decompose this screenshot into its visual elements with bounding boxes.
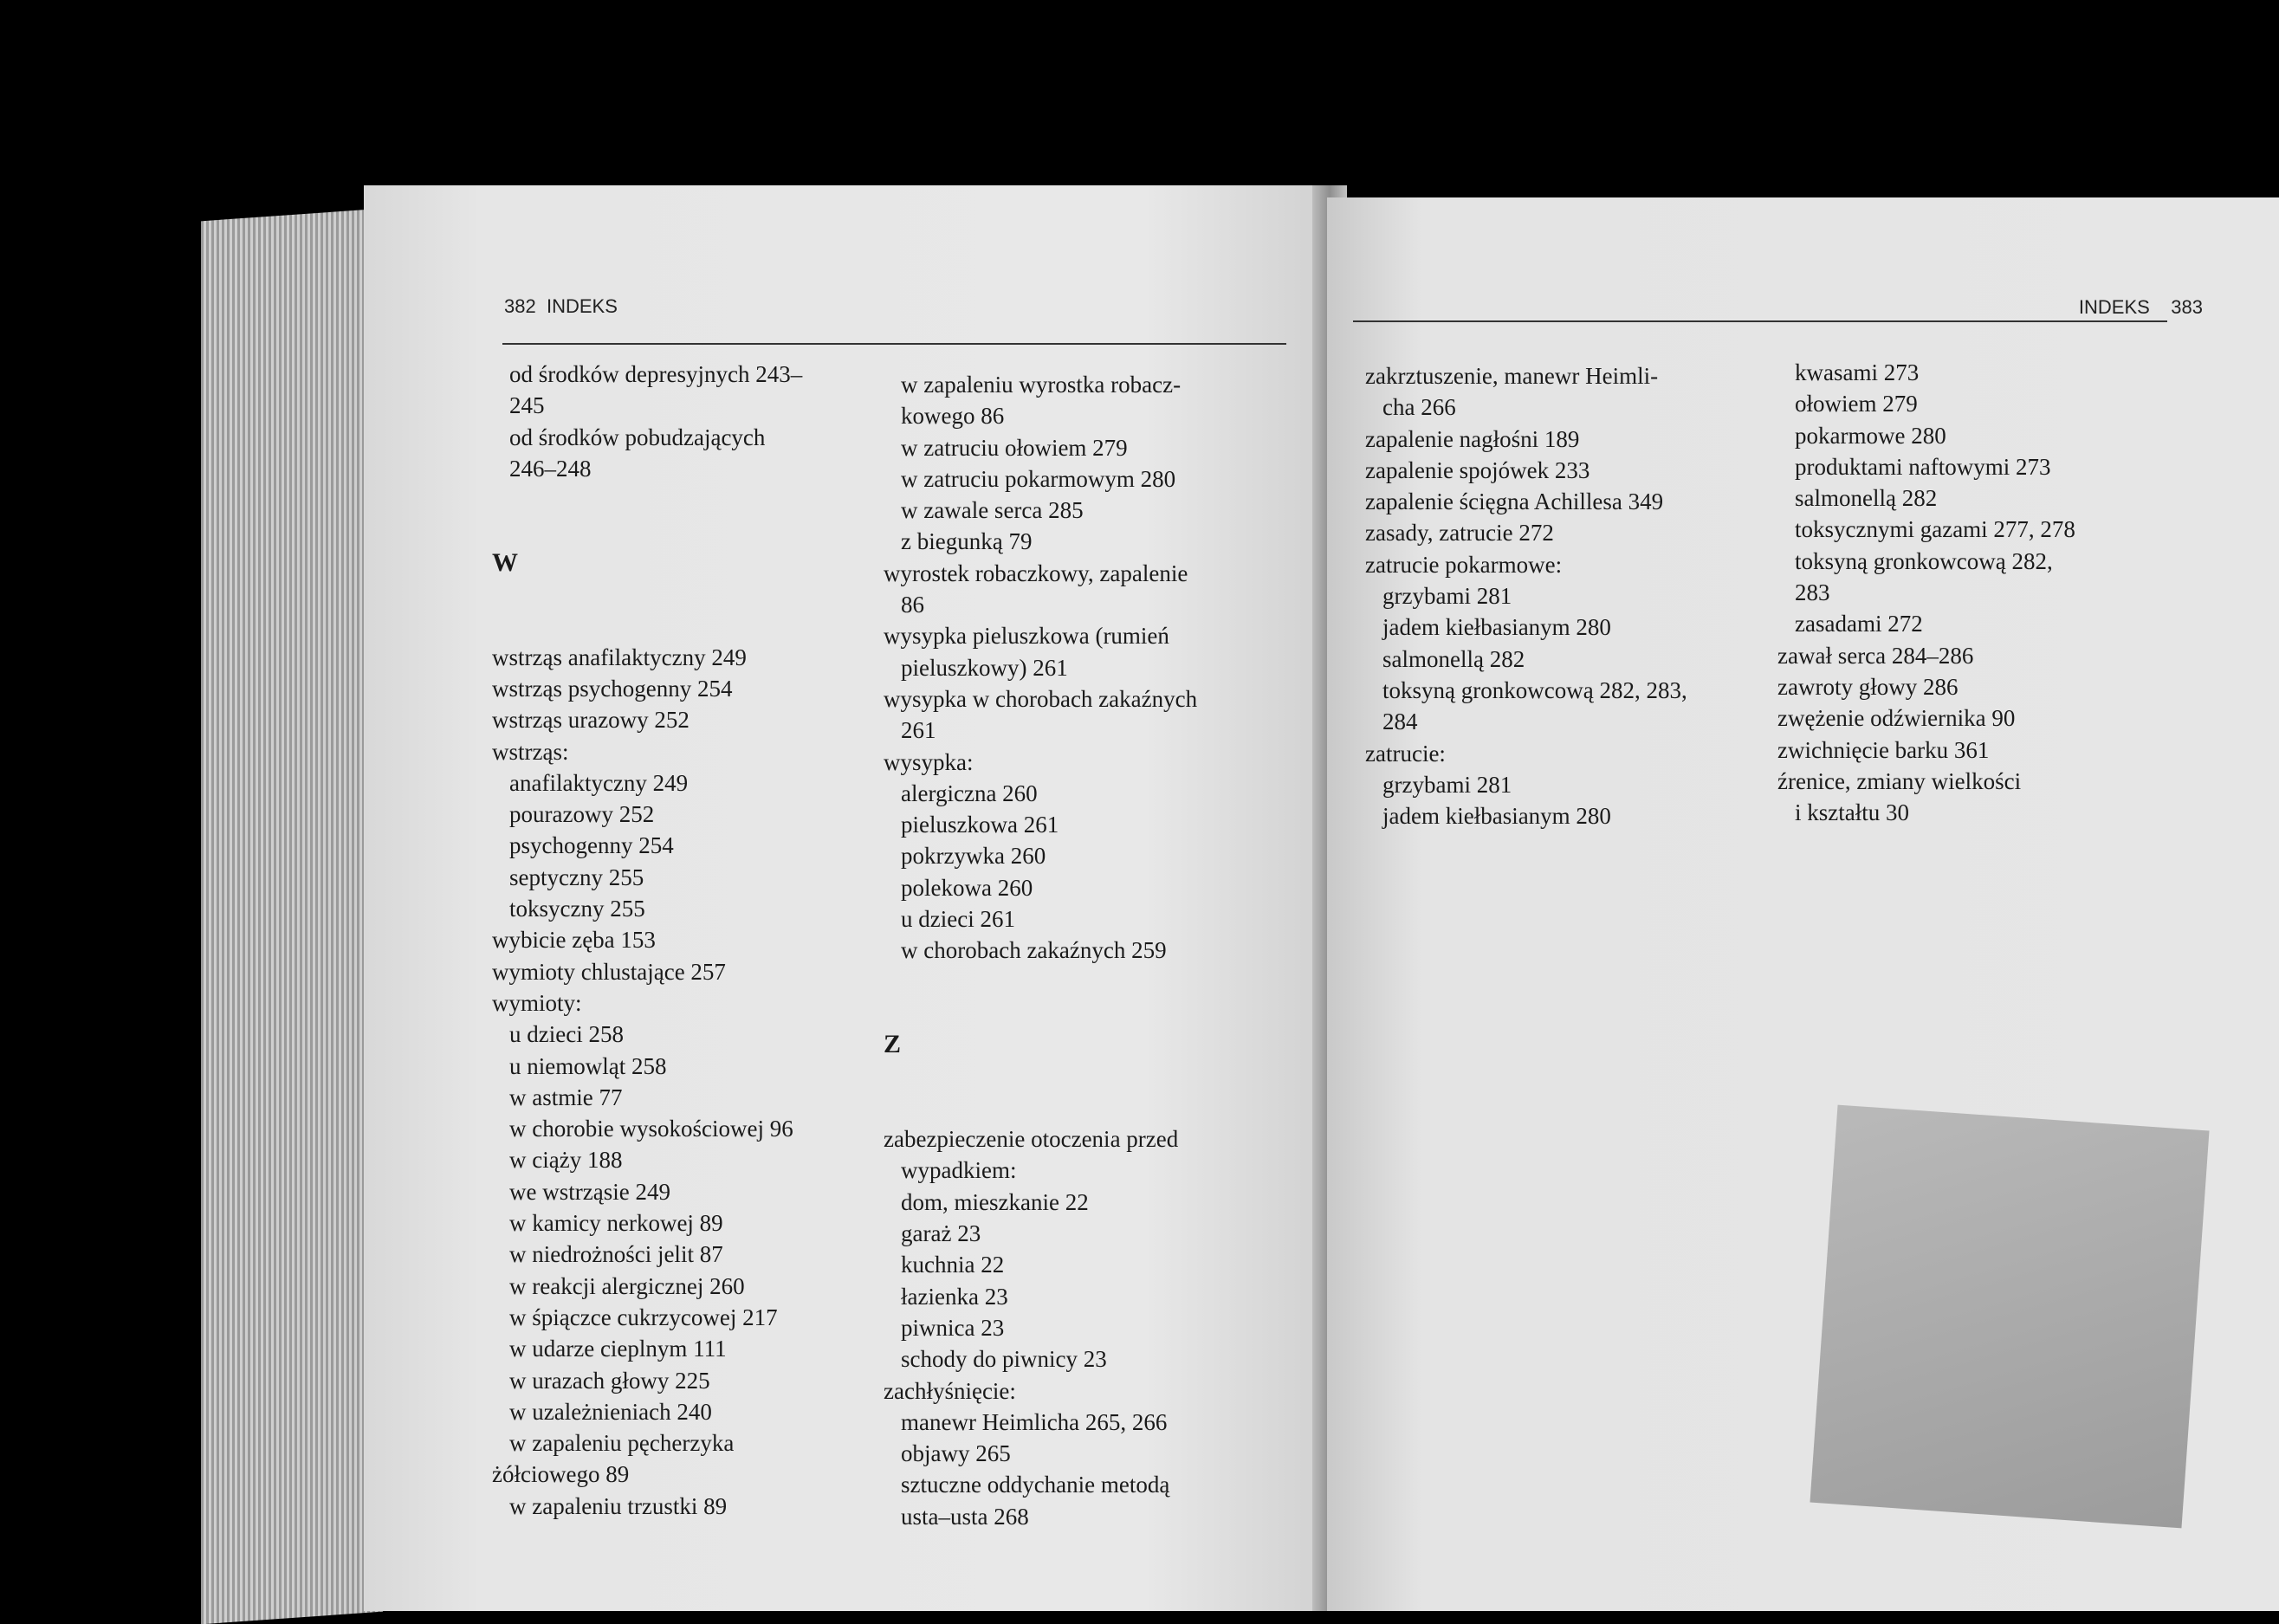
index-entry: źrenice, zmiany wielkości [1777, 767, 2022, 794]
index-column-right-2 [1777, 357, 2185, 828]
index-entry: 284 [1382, 708, 1418, 735]
index-entry: od środków depresyjnych 243– [509, 361, 803, 387]
right-page-header [2079, 296, 2203, 319]
index-letter-heading: Z [884, 1030, 902, 1059]
index-entry: 246–248 [509, 455, 592, 482]
index-entry: w śpiączce cukrzycowej 217 [509, 1304, 778, 1330]
index-entry: łazienka 23 [901, 1283, 1008, 1310]
running-head-right: INDEKS [2078, 296, 2150, 318]
index-entry: grzybami 281 [1382, 583, 1512, 610]
index-entry: grzybami 281 [1382, 771, 1512, 798]
index-entry: manewr Heimlicha 265, 266 [901, 1408, 1168, 1435]
index-entry: w chorobach zakaźnych 259 [901, 937, 1167, 964]
index-entry: w udarze cieplnym 111 [509, 1336, 727, 1362]
index-entry: 283 [1795, 579, 1830, 606]
index-entry: zawał serca 284–286 [1777, 642, 1974, 669]
index-entry: wybicie zęba 153 [492, 927, 656, 954]
index-entry: wypadkiem: [901, 1157, 1017, 1184]
index-entry: cha 266 [1382, 394, 1456, 421]
index-entry: w kamicy nerkowej 89 [509, 1210, 723, 1237]
header-rule-left [502, 343, 1286, 345]
index-entry: wysypka w chorobach zakaźnych [884, 685, 1198, 712]
index-entry: zasadami 272 [1795, 611, 1923, 637]
index-entry: wyrostek robaczkowy, zapalenie [884, 560, 1188, 586]
index-entry: pieluszkowy) 261 [901, 654, 1068, 681]
index-entry: zwichnięcie barku 361 [1777, 736, 1990, 763]
index-entry: alergiczna 260 [901, 780, 1038, 806]
index-column-left-1 [492, 359, 873, 1522]
index-entry: wymioty chlustające 257 [492, 958, 726, 985]
index-entry [884, 967, 1282, 998]
index-entry: zwężenie odźwiernika 90 [1777, 705, 2016, 732]
index-entry: u niemowląt 258 [509, 1052, 667, 1079]
index-entry: u dzieci 261 [901, 906, 1015, 933]
index-entry: pokrzywka 260 [901, 843, 1046, 870]
index-entry: ołowiem 279 [1795, 391, 1918, 417]
index-entry: wymioty: [492, 989, 582, 1016]
index-entry: w chorobie wysokościowej 96 [509, 1116, 793, 1142]
index-entry: jadem kiełbasianym 280 [1382, 803, 1611, 830]
index-entry: zatrucie: [1365, 740, 1446, 767]
running-head-left: INDEKS [546, 295, 618, 317]
index-entry: w zapaleniu trzustki 89 [509, 1492, 728, 1519]
index-entry: kwasami 273 [1795, 359, 1920, 385]
index-entry: i kształtu 30 [1795, 799, 1909, 826]
index-entry: w urazach głowy 225 [509, 1367, 710, 1394]
index-entry: pieluszkowa 261 [901, 812, 1059, 838]
index-entry: wstrząs psychogenny 254 [492, 675, 733, 702]
index-entry: zabezpieczenie otoczenia przed [884, 1126, 1179, 1153]
index-entry: dom, mieszkanie 22 [901, 1188, 1089, 1215]
index-entry: w zapaleniu pęcherzyka [509, 1430, 735, 1457]
index-entry [884, 998, 1282, 1029]
index-entry: zapalenie spojówek 233 [1365, 456, 1590, 483]
index-entry: piwnica 23 [901, 1314, 1005, 1341]
index-entry: garaż 23 [901, 1220, 981, 1247]
index-entry: salmonellą 282 [1382, 645, 1525, 672]
index-entry: zachłyśnięcie: [884, 1377, 1016, 1404]
index-entry [884, 1061, 1282, 1092]
index-entry: psychogenny 254 [509, 832, 674, 859]
index-entry: zasady, zatrucie 272 [1365, 520, 1554, 547]
index-entry: toksyczny 255 [509, 896, 645, 922]
index-column-right-1 [1365, 360, 1772, 831]
index-entry: jadem kiełbasianym 280 [1382, 614, 1611, 641]
index-entry: objawy 265 [901, 1440, 1011, 1467]
index-entry: wysypka pieluszkowa (rumień [884, 623, 1169, 650]
index-entry [492, 515, 873, 547]
index-entry: w zatruciu pokarmowym 280 [901, 465, 1176, 492]
header-rule-right [1353, 320, 2167, 322]
index-entry: zapalenie ścięgna Achillesa 349 [1365, 488, 1664, 515]
index-entry: w zatruciu ołowiem 279 [901, 434, 1128, 461]
index-entry: polekowa 260 [901, 874, 1033, 901]
index-entry: żółciowego 89 [492, 1461, 630, 1488]
index-entry: w niedrożności jelit 87 [509, 1241, 723, 1268]
index-entry: 261 [901, 717, 936, 744]
sticky-note [1810, 1105, 2209, 1529]
index-entry: wstrząs anafilaktyczny 249 [492, 644, 747, 670]
index-entry: z biegunką 79 [901, 528, 1033, 555]
index-entry: u dzieci 258 [509, 1021, 624, 1048]
page-number-right: 383 [2171, 296, 2203, 318]
index-entry: w zapaleniu wyrostka robacz- [901, 372, 1182, 398]
left-page [364, 185, 1338, 1611]
index-entry: kuchnia 22 [901, 1252, 1005, 1278]
index-entry: septyczny 255 [509, 864, 644, 890]
index-entry: pourazowy 252 [509, 801, 655, 828]
index-entry: kowego 86 [901, 403, 1005, 430]
book-page-edges [201, 209, 383, 1624]
index-entry: zapalenie nagłośni 189 [1365, 425, 1580, 452]
index-entry: wysypka: [884, 748, 974, 775]
index-entry: w astmie 77 [509, 1084, 623, 1110]
index-column-left-2 [884, 369, 1282, 1532]
index-entry: zakrztuszenie, manewr Heimli- [1365, 363, 1659, 389]
index-entry: pokarmowe 280 [1795, 422, 1946, 449]
index-entry: 245 [509, 392, 545, 419]
index-entry: toksyną gronkowcową 282, [1795, 547, 2053, 574]
index-entry: zawroty głowy 286 [1777, 673, 1959, 700]
index-entry: zatrucie pokarmowe: [1365, 551, 1563, 578]
index-entry: toksycznymi gazami 277, 278 [1795, 516, 2075, 543]
index-entry: w ciąży 188 [509, 1147, 623, 1174]
index-letter-heading: W [492, 547, 518, 577]
index-entry: od środków pobudzających [509, 424, 766, 450]
index-entry: usta–usta 268 [901, 1503, 1029, 1530]
index-entry [492, 610, 873, 641]
index-entry: 86 [901, 592, 924, 618]
index-entry: wstrząs: [492, 738, 569, 765]
left-page-header [504, 295, 618, 318]
index-entry: we wstrząsie 249 [509, 1178, 670, 1205]
index-entry: toksyną gronkowcową 282, 283, [1382, 676, 1687, 703]
page-number-left: 382 [504, 295, 536, 317]
index-entry: anafilaktyczny 249 [509, 769, 689, 796]
index-entry [492, 579, 873, 610]
index-entry: w reakcji alergicznej 260 [509, 1272, 745, 1299]
index-entry: w uzależnieniach 240 [509, 1398, 712, 1425]
index-entry [492, 484, 873, 515]
index-entry: produktami naftowymi 273 [1795, 453, 2051, 480]
index-entry: w zawale serca 285 [901, 497, 1084, 524]
index-entry: wstrząs urazowy 252 [492, 707, 690, 734]
index-entry: salmonellą 282 [1795, 485, 1938, 512]
index-entry [884, 1092, 1282, 1123]
index-entry: sztuczne oddychanie metodą [901, 1472, 1170, 1498]
index-entry: schody do piwnicy 23 [901, 1346, 1107, 1373]
